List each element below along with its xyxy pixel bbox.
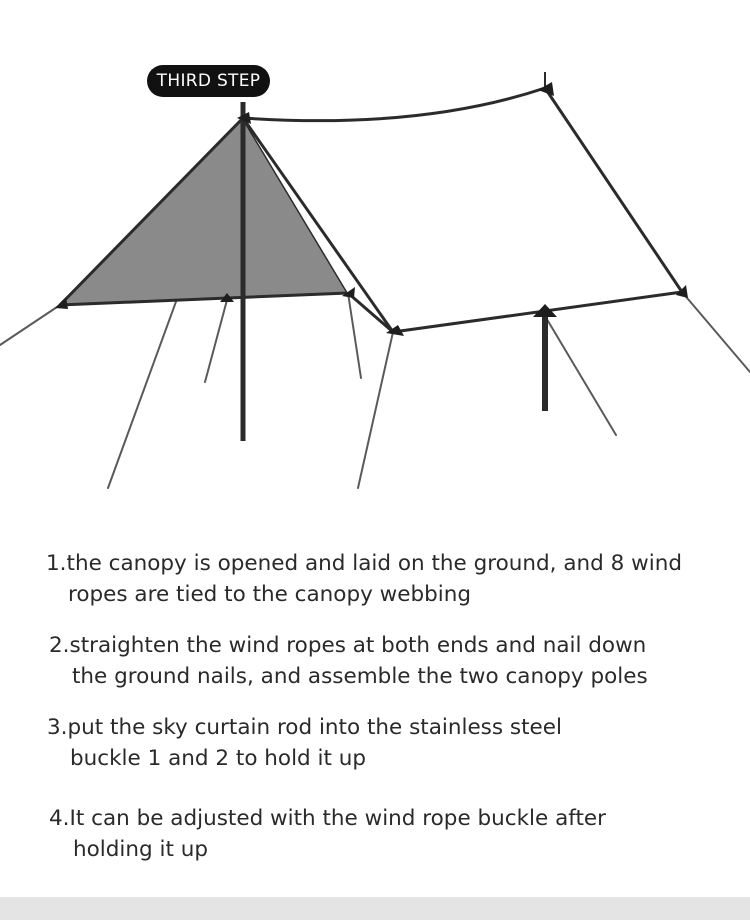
step-1 <box>46 548 682 610</box>
step-3 <box>47 712 562 774</box>
step-4 <box>49 803 606 865</box>
wind-rope-corner-bottom <box>358 332 393 488</box>
wind-rope-front-mid <box>205 300 227 382</box>
third-step-badge: THIRD STEP <box>147 65 270 97</box>
wind-rope-left-outer <box>0 305 60 345</box>
step-2 <box>49 630 648 692</box>
corner-fitting-left <box>55 297 68 309</box>
step-1-line-1: 1.the canopy is opened and laid on the ground, and 8 wind <box>46 551 682 576</box>
step-4-line-1: 4.It can be adjusted with the wind rope buckle after <box>49 806 606 831</box>
step-3-line-2: buckle 1 and 2 to hold it up <box>70 746 367 771</box>
step-2-line-1: 2.straighten the wind ropes at both ends and nail down <box>49 633 647 658</box>
wind-rope-right-outer <box>682 292 750 372</box>
wind-rope-shade-right <box>348 293 361 378</box>
step-2-line-2: the ground nails, and assemble the two canopy poles <box>72 664 648 689</box>
wind-rope-mid-right <box>545 316 616 435</box>
step-1-line-2: ropes are tied to the canopy webbing <box>68 582 472 607</box>
footer-band <box>0 897 750 920</box>
step-3-line-1: 3.put the sky curtain rod into the stainless steel <box>47 715 562 740</box>
step-4-line-2: holding it up <box>73 837 208 862</box>
